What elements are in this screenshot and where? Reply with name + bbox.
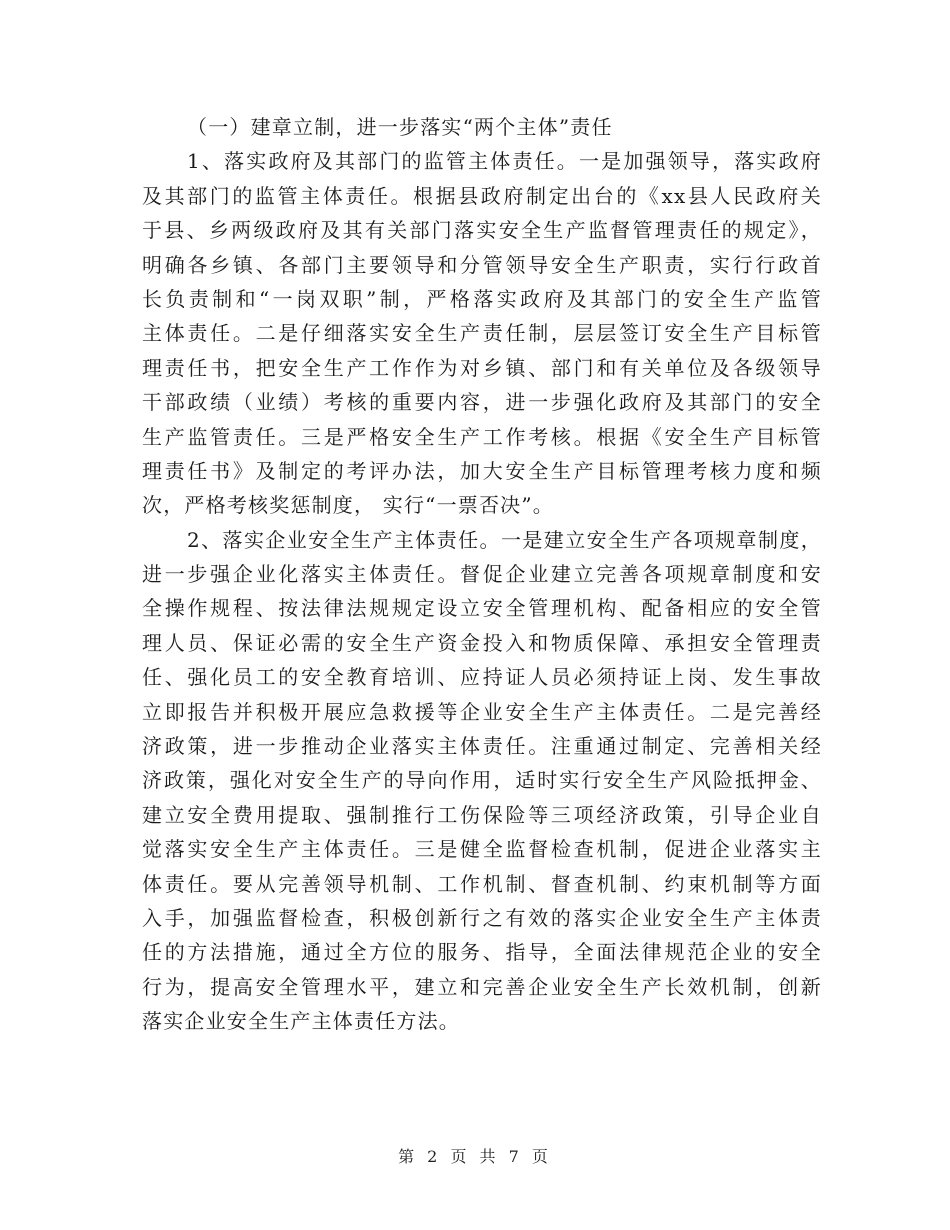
text-line: 2、落实企业安全生产主体责任。一是建立安全生产各项规章制度， [187,527,822,552]
document-body [142,110,822,1039]
text-line: 理人员、保证必需的安全生产资金投入和物质保障、承担安全管理责 [142,630,822,655]
text-line: 及其部门的监管主体责任。根据县政府制定出台的《xx县人民政府关 [142,183,822,208]
text-line: 济政策，强化对安全生产的导向作用，适时实行安全生产风险抵押金、 [142,768,822,793]
text-line: 长负责制和“一岗双职”制，严格落实政府及其部门的安全生产监管 [142,286,822,311]
text-line: 入手，加强监督检查，积极创新行之有效的落实企业安全生产主体责 [142,905,822,930]
text-line: 立即报告并积极开展应急救援等企业安全生产主体责任。二是完善经 [142,699,822,724]
text-line: 体责任。要从完善领导机制、工作机制、督查机制、约束机制等方面 [142,871,822,896]
text-line: 落实企业安全生产主体责任方法。 [142,1009,460,1034]
text-line: 行为，提高安全管理水平，建立和完善企业安全生产长效机制，创新 [142,974,822,999]
text-line: 理责任书》及制定的考评办法，加大安全生产目标管理考核力度和频 [142,458,822,483]
text-line: 生产监管责任。三是严格安全生产工作考核。根据《安全生产目标管 [142,424,822,449]
text-line: 全操作规程、按法律法规规定设立安全管理机构、配备相应的安全管 [142,596,822,621]
text-line: 主体责任。二是仔细落实安全生产责任制，层层签订安全生产目标管 [142,321,822,346]
text-line: 济政策，进一步推动企业落实主体责任。注重通过制定、完善相关经 [142,734,822,759]
text-line: 理责任书，把安全生产工作作为对乡镇、部门和有关单位及各级领导 [142,355,822,380]
text-line: 于县、乡两级政府及其有关部门落实安全生产监督管理责任的规定》， [142,218,822,243]
text-line: 明确各乡镇、各部门主要领导和分管领导安全生产职责，实行行政首 [142,252,822,277]
text-line: 任的方法措施，通过全方位的服务、指导，全面法律规范企业的安全 [142,940,822,965]
text-line: 进一步强企业化落实主体责任。督促企业建立完善各项规章制度和安 [142,562,822,587]
text-line: 次，严格考核奖惩制度， 实行“一票否决”。 [142,493,555,518]
page-footer: 第 2 页 共 7 页 [398,1147,552,1166]
text-line: 1、落实政府及其部门的监管主体责任。一是加强领导，落实政府 [187,149,822,174]
text-line: 干部政绩（业绩）考核的重要内容，进一步强化政府及其部门的安全 [142,390,822,415]
text-line: （一）建章立制，进一步落实“两个主体”责任 [187,115,613,139]
text-line: 任、强化员工的安全教育培训、应持证人员必须持证上岗、发生事故 [142,665,822,690]
text-line: 觉落实安全生产主体责任。三是健全监督检查机制，促进企业落实主 [142,837,822,862]
text-line: 建立安全费用提取、强制推行工伤保险等三项经济政策，引导企业自 [142,802,822,827]
